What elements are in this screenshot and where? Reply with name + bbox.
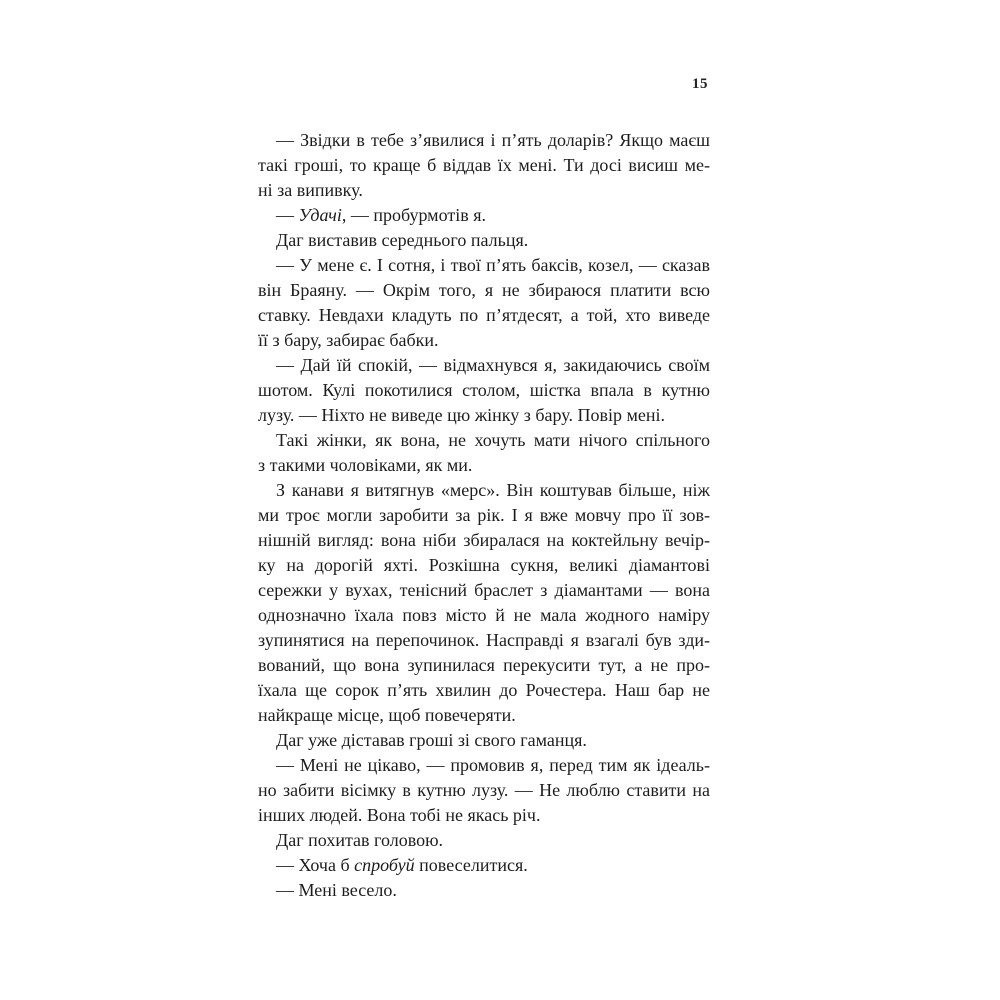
text-line: — Дай їй спокій, — відмахнувся я, закидаючись своїм	[276, 355, 710, 375]
text-line: інших людей. Вона тобі не якась річ.	[258, 805, 541, 825]
text-line: — Мені не цікаво, — промовив я, перед тим як ідеаль-	[276, 755, 710, 775]
text-line: нішній вигляд: вона ніби збиралася на коктейльну вечір-	[258, 530, 710, 550]
paragraph	[258, 203, 710, 228]
text-line: — Мені весело.	[276, 880, 397, 900]
text-line: — У мене є. І сотня, і твої п’ять баксів, козел, — сказав	[276, 255, 710, 275]
text-line: ку на дорогій яхті. Розкішна сукня, великі діамантові	[258, 555, 710, 575]
text-line: зупинятися на перепочинок. Насправді я взагалі був зди-	[258, 630, 710, 650]
text-line: шотом. Кулі покотилися столом, шістка впала в кутню	[258, 380, 710, 400]
paragraph	[258, 228, 710, 253]
text-line: ні за випивку.	[258, 180, 363, 200]
text-line: З канави я витягнув «мерс». Він коштував більше, ніж	[276, 480, 710, 500]
text-line: найкраще місце, щоб повечеряти.	[258, 705, 516, 725]
paragraph	[258, 428, 710, 478]
paragraph	[258, 828, 710, 853]
text-line: — Звідки в тебе з’явилися і п’ять доларів? Якщо маєш	[276, 130, 710, 150]
text-line: Даг похитав головою.	[276, 830, 444, 850]
text-line: — Хоча б спробуй повеселитися.	[276, 855, 528, 875]
text-line: вований, що вона зупинилася перекусити тут, а не про-	[258, 655, 710, 675]
text-line: її з бару, забирає бабки.	[258, 330, 439, 350]
page-number: 15	[692, 76, 708, 92]
text-line: лузу. — Ніхто не виведе цю жінку з бару. Повір мені.	[258, 405, 666, 425]
text-line: він Браяну. — Окрім того, я не збираюся платити всю	[258, 280, 710, 300]
text-line: однозначно їхала повз місто й не мала жодного наміру	[258, 605, 710, 625]
text-line: ми троє могли заробити за рік. І я вже мовчу про її зов-	[258, 505, 710, 525]
paragraph	[258, 853, 710, 878]
text-line: Такі жінки, як вона, не хочуть мати нічого спільного	[276, 430, 710, 450]
text-line: з такими чоловіками, як ми.	[258, 455, 473, 475]
text-line: сережки у вухах, тенісний браслет з діамантами — вона	[258, 580, 710, 600]
text-line: Даг виставив середнього пальця.	[276, 230, 529, 250]
paragraph	[258, 253, 710, 353]
paragraph	[258, 353, 710, 428]
text-line: такі гроші, то краще б віддав їх мені. Ти досі висиш ме-	[258, 155, 710, 175]
text-line: но забити вісімку в кутню лузу. — Не люблю ставити на	[258, 780, 710, 800]
paragraph	[258, 728, 710, 753]
text-line: ставку. Невдахи кладуть по п’ятдесят, а той, хто виведе	[258, 305, 710, 325]
paragraph	[258, 478, 710, 728]
text-line: їхала ще сорок п’ять хвилин до Рочестера. Наш бар не	[258, 680, 710, 700]
paragraph	[258, 878, 710, 903]
paragraph	[258, 753, 710, 828]
text-line: Даг уже діставав гроші зі свого гаманця.	[276, 730, 587, 750]
text-line: — Удачі, — пробурмотів я.	[276, 205, 486, 225]
paragraph	[258, 128, 710, 203]
text-column	[258, 128, 710, 903]
